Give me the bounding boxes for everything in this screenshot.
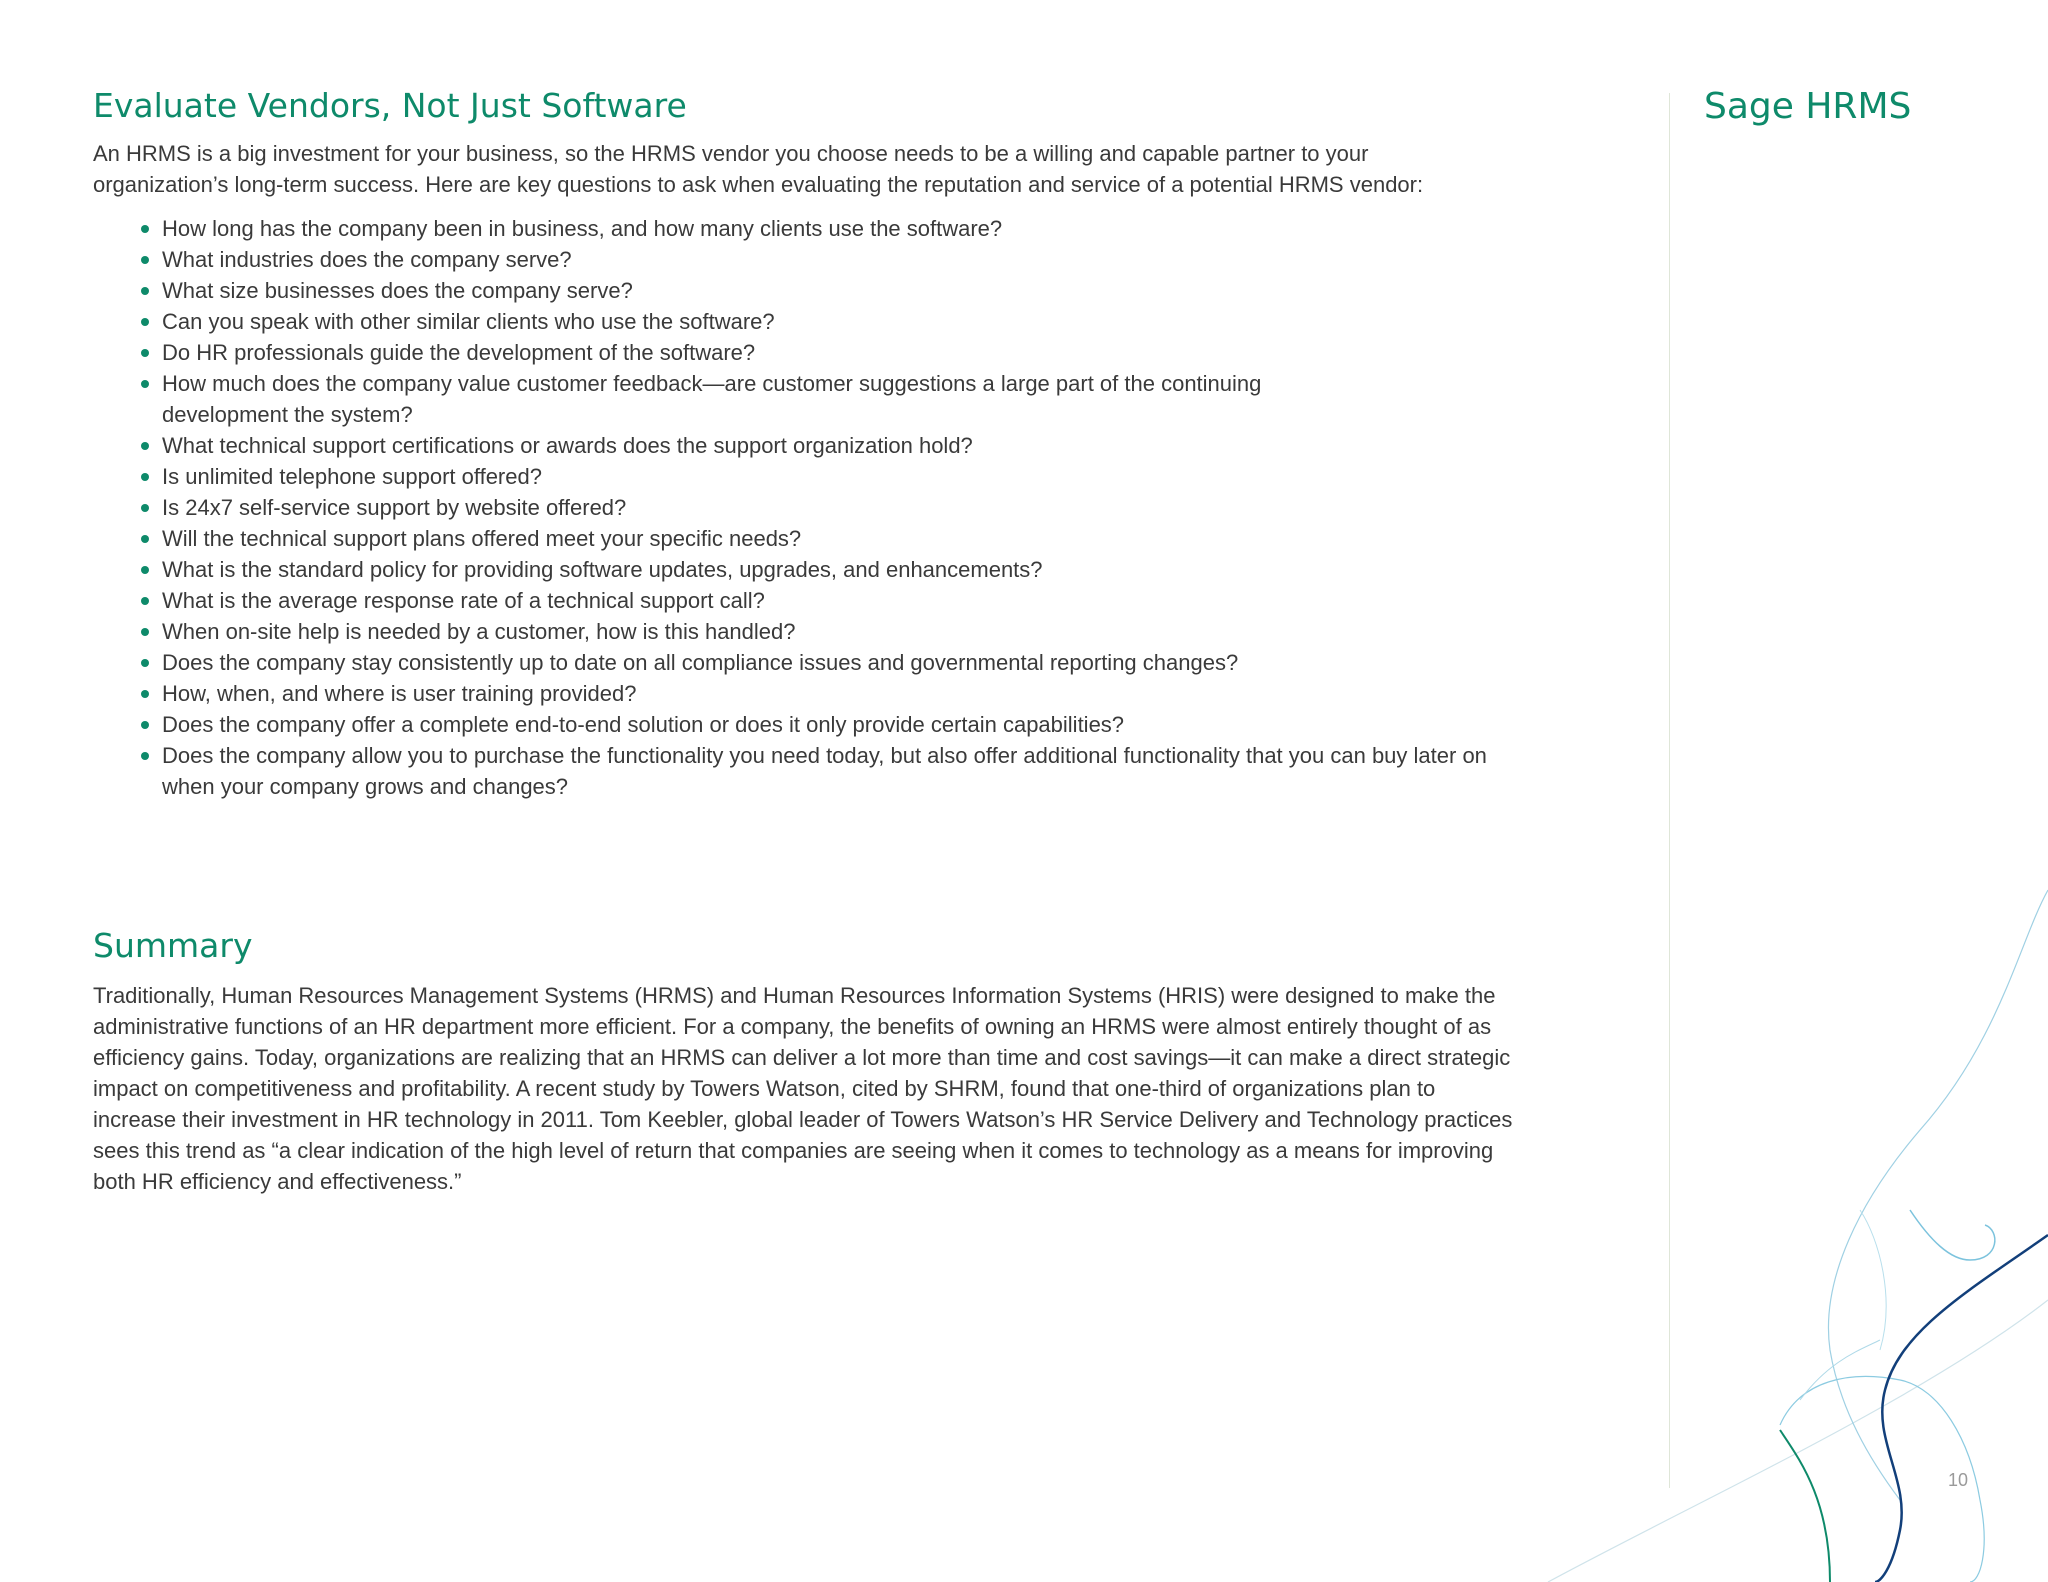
swirl-thin-line [1548,1300,2048,1582]
list-item: Will the technical support plans offered meet your specific needs? [162,523,1582,554]
list-item: Is 24x7 self-service support by website offered? [162,492,1582,523]
summary-paragraph: Traditionally, Human Resources Management Systems (HRMS) and Human Resources Information Systems (HRIS) were designed to make the administrative functions of an HR department more efficient. For a company, the benefits of owning an HRMS were almost entirely thought of as efficiency gains. Today, organizations are realizing that an HRMS can deliver a lot more than time and cost savings—it can make a direct strategic impact on competitiveness and profitability. A recent study by Towers Watson, cited by SHRM, found that one-third of organizations plan to increase their investment in HR technology in 2011. Tom Keebler, global leader of Towers Watson’s HR Service Delivery and Technology practices sees this trend as “a clear indication of the high level of return that companies are seeing when it comes to technology as a means for improving both HR efficiency and effectiveness.” [93,983,1513,1194]
list-item: Does the company stay consistently up to date on all compliance issues and governmental reporting changes? [162,647,1582,678]
vendors-intro-paragraph: An HRMS is a big investment for your business, so the HRMS vendor you choose needs to be a willing and capable partner to your organization’s long-term success. Here are key questions to ask when evaluating the reputation and service of a potential HRMS vendor: [93,141,1424,197]
list-item: How long has the company been in business, and how many clients use the software? [162,213,1582,244]
list-item: Does the company offer a complete end-to-end solution or does it only provide certain capabilities? [162,709,1582,740]
list-item: When on-site help is needed by a customer, how is this handled? [162,616,1582,647]
swirl-navy-curve [1875,1235,2048,1582]
swirl-teal-curve [1780,1430,1830,1582]
list-item: Is unlimited telephone support offered? [162,461,1582,492]
list-item: What industries does the company serve? [162,244,1582,275]
summary-section [93,924,1513,1197]
list-item: Can you speak with other similar clients who use the software? [162,306,1582,337]
list-item: How, when, and where is user training provided? [162,678,1582,709]
decorative-swirl-graphic [1500,880,2048,1582]
list-item: How much does the company value customer feedback—are customer suggestions a large part of the continuing development the system? [162,368,1312,430]
brand-title: Sage HRMS [1704,86,1912,127]
vendor-questions-list [93,213,1562,802]
summary-section-title: Summary [93,926,253,965]
list-item: What size businesses does the company serve? [162,275,1582,306]
swirl-light-curve-a [1828,890,2048,1500]
list-item: What is the standard policy for providing software updates, upgrades, and enhancements? [162,554,1582,585]
page-number: 10 [1948,1470,1969,1490]
vendors-section [93,84,1493,802]
vendors-section-title: Evaluate Vendors, Not Just Software [93,86,687,125]
list-item: Do HR professionals guide the development of the software? [162,337,1582,368]
list-item: Does the company allow you to purchase the functionality you need today, but also offer additional functionality that you can buy later on when your company grows and changes? [162,740,1502,802]
list-item: What is the average response rate of a technical support call? [162,585,1582,616]
swirl-light-curve-e [1860,1210,1886,1350]
list-item: What technical support certifications or awards does the support organization hold? [162,430,1582,461]
swirl-light-curve-b [1910,1210,1995,1260]
